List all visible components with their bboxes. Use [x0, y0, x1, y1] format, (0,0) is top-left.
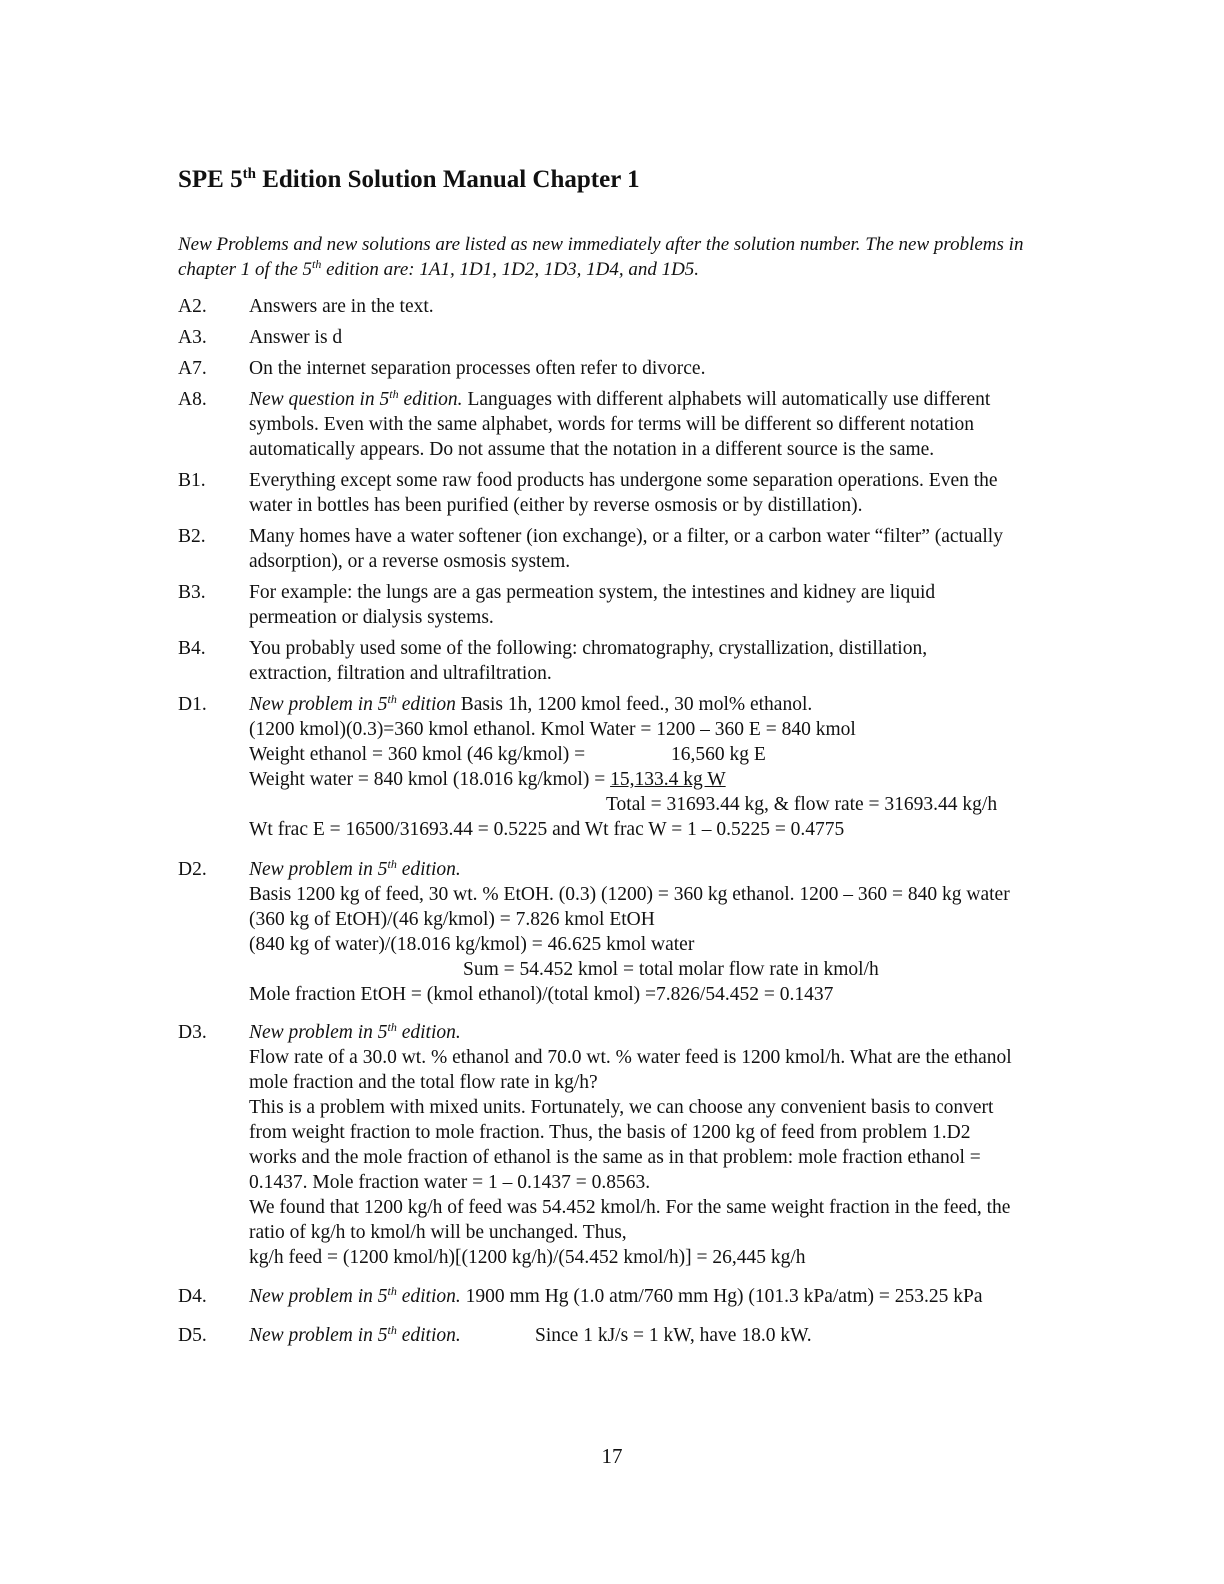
- title-rest: Edition Solution Manual Chapter 1: [255, 166, 640, 193]
- solution-number: D1.: [178, 694, 207, 715]
- page-number: 17: [601, 1444, 623, 1468]
- solution-number: B3.: [178, 582, 206, 603]
- solution-number: A2.: [178, 296, 207, 317]
- solution-text: New problem in 5th edition. Flow rate of a 30.0 wt. % ethanol and 70.0 wt. % water feed is 1200 kmol/h. What are the ethanol mole fraction and the total flow rate in kg/h? This is a problem with mixed units. Fortunately, we can choose any convenient basis to convert from weight fraction to mole fraction. Thus, the basis of 1200 kg of feed from problem 1.D2 works and the mole fraction of ethanol is the same as in that problem: mole fraction ethanol = 0.1437. Mole fraction water = 1 – 0.1437 = 0.8563. We found that 1200 kg/h of feed was 54.452 kmol/h. For the same weight fraction in the feed, the ratio of kg/h to kmol/h will be unchanged. Thus, kg/h feed = (1200 kmol/h)[(1200 kg/h)/(54.452 kmol/h)] = 26,445 kg/h: [249, 1020, 1012, 1268]
- solution-number: D3.: [178, 1022, 207, 1043]
- new-problem-label: New problem in 5th edition.: [249, 1323, 461, 1346]
- solution-text: Answer is d: [249, 327, 343, 348]
- solution-text: New problem in 5th edition. Basis 1200 kg of feed, 30 wt. % EtOH. (0.3) (1200) = 360 kg ethanol. 1200 – 360 = 840 kg water (360 kg of EtOH)/(46 kg/kmol) = 7.826 kmol EtOH (840 kg of water)/(18.016 kg/kmol) = 46.625 kmol water Sum = 54.452 kmol = total molar flow rate in kmol/h Mole fraction EtOH = (kmol ethanol)/(total kmol) =7.826/54.452 = 0.1437: [249, 857, 1010, 1005]
- solution-text: New problem in 5th edition. 1900 mm Hg (1.0 atm/760 mm Hg) (101.3 kPa/atm) = 253.25 kPa: [249, 1284, 983, 1307]
- solution-text: New problem in 5th edition. Since 1 kJ/s = 1 kW, have 18.0 kW.: [249, 1323, 812, 1346]
- underlined-result: 15,133.4 kg W: [610, 769, 726, 790]
- solution-number: D4.: [178, 1286, 207, 1307]
- solution-number: B4.: [178, 638, 206, 659]
- solution-text: On the internet separation processes often refer to divorce.: [249, 358, 706, 379]
- solution-number: D5.: [178, 1325, 207, 1346]
- new-problem-label: New problem in 5th edition: [249, 692, 456, 715]
- new-problem-label: New problem in 5th edition.: [249, 857, 461, 880]
- solution-number: D2.: [178, 859, 207, 880]
- solution-number: A7.: [178, 358, 207, 379]
- new-problem-label: New problem in 5th edition.: [249, 1020, 461, 1043]
- intro-paragraph: New Problems and new solutions are listed as new immediately after the solution number. The new problems in chapter 1 of the 5th edition are: 1A1, 1D1, 1D2, 1D3, 1D4, and 1D5.: [178, 234, 1024, 280]
- title-superscript: th: [242, 166, 256, 182]
- new-problem-label: New problem in 5th edition.: [249, 1284, 461, 1307]
- solution-text: Everything except some raw food products has undergone some separation operations. Even the water in bottles has been purified (either by reverse osmosis or by distillation).: [249, 470, 998, 516]
- solution-number: A8.: [178, 389, 207, 410]
- solution-text: For example: the lungs are a gas permeation system, the intestines and kidney are liquid permeation or dialysis systems.: [249, 582, 936, 628]
- title-main: SPE 5: [178, 166, 243, 193]
- solution-text: Answers are in the text.: [249, 296, 434, 317]
- solution-text: New problem in 5th edition Basis 1h, 1200 kmol feed., 30 mol% ethanol. (1200 kmol)(0.3)=360 kmol ethanol. Kmol Water = 1200 – 360 E = 840 kmol Weight ethanol = 360 kmol (46 kg/kmol) = 16,560 kg E Weight water = 840 kmol (18.016 kg/kmol) = 15,133.4 kg W Total = 31693.44 kg, & flow rate = 31693.44 kg/h Wt frac E = 16500/31693.44 = 0.5225 and Wt frac W = 1 – 0.5225 = 0.4775: [249, 692, 998, 840]
- solution-text: Many homes have a water softener (ion exchange), or a filter, or a carbon water “filter” (actually adsorption), or a reverse osmosis system.: [249, 526, 1003, 572]
- page-title: [178, 166, 640, 194]
- solution-text: You probably used some of the following: chromatography, crystallization, distillation, extraction, filtration and ultrafiltration.: [249, 638, 928, 684]
- solution-number: B1.: [178, 470, 206, 491]
- solution-number: B2.: [178, 526, 206, 547]
- solution-text: New question in 5th edition. Languages with different alphabets will automatically use different symbols. Even with the same alphabet, words for terms will be different so different notation automatically appears. Do not assume that the notation in a different source is the same.: [249, 387, 991, 460]
- new-question-label: New question in 5th edition.: [249, 387, 463, 410]
- solution-number: A3.: [178, 327, 207, 348]
